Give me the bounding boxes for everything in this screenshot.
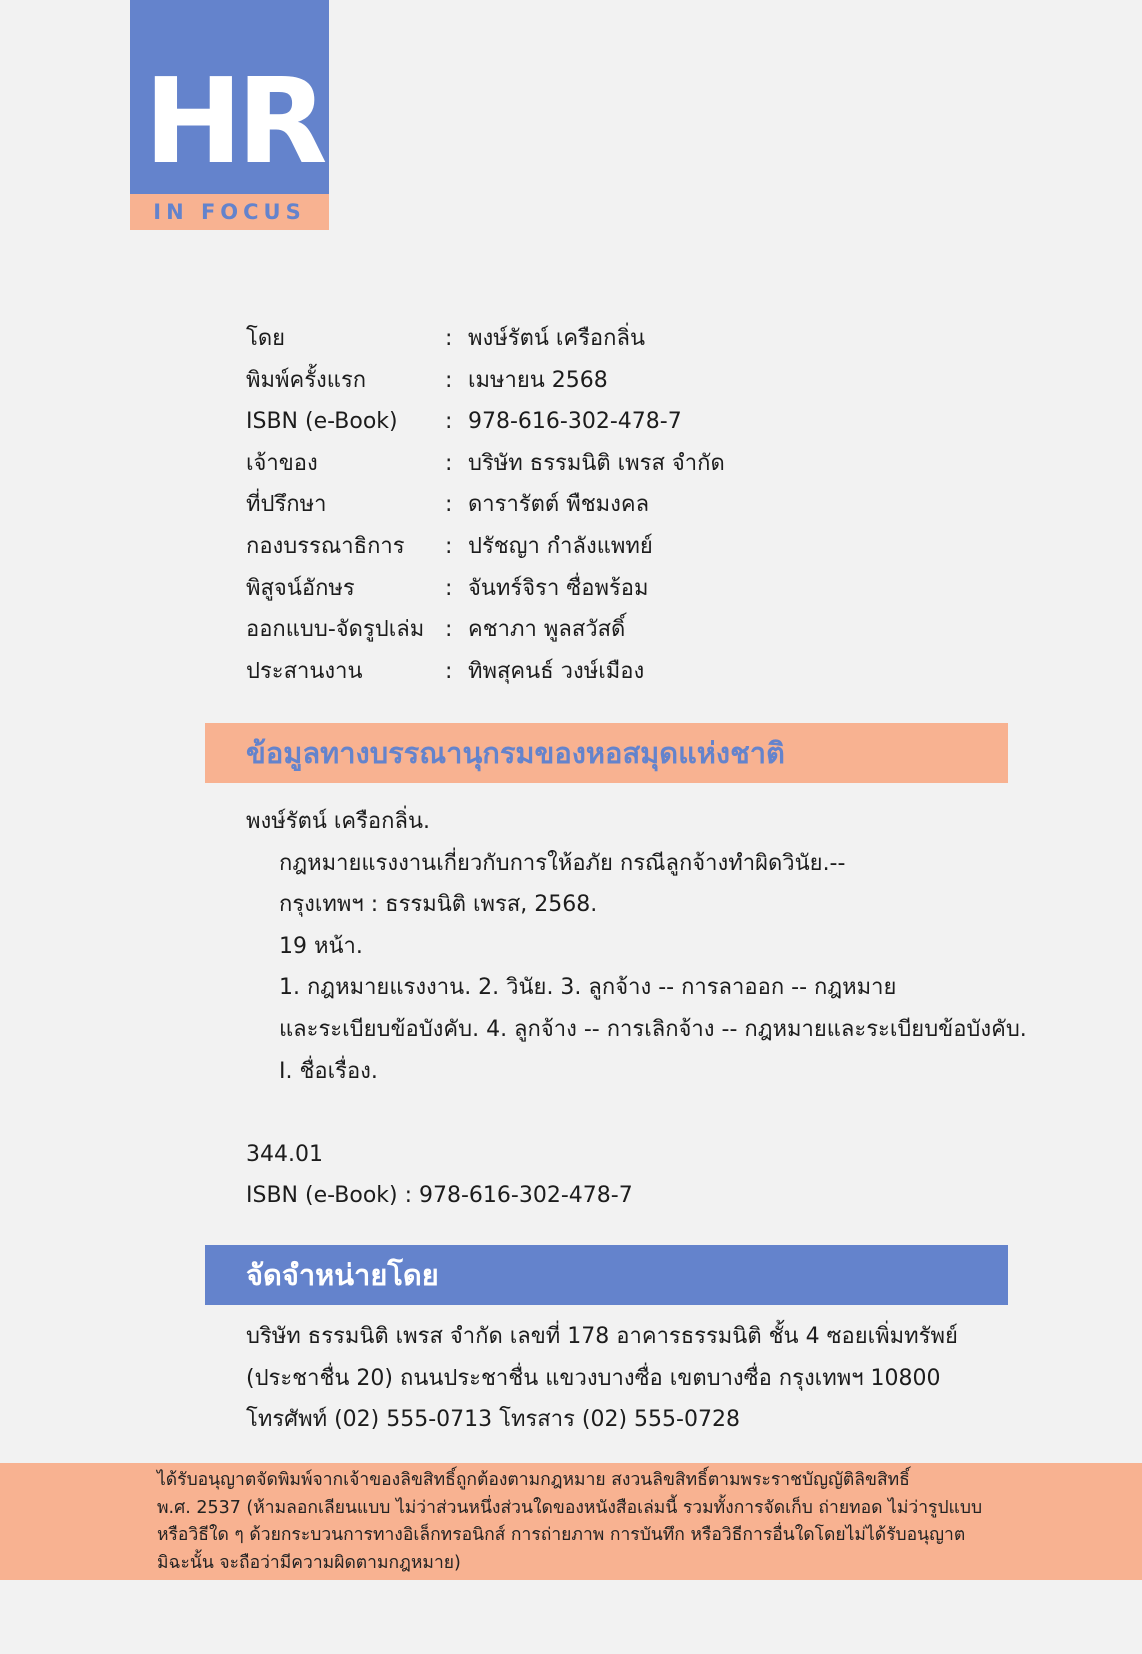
- credit-colon: :: [445, 658, 453, 684]
- credit-value: ปรัชญา กำลังแพทย์: [468, 533, 653, 559]
- credit-label: เจ้าของ: [246, 450, 318, 476]
- credit-value: บริษัท ธรรมนิติ เพรส จำกัด: [468, 450, 725, 476]
- credit-value: 978-616-302-478-7: [468, 409, 682, 435]
- copyright-line: ได้รับอนุญาตจัดพิมพ์จากเจ้าของลิขสิทธิ์ถูกต้องตามกฎหมาย สงวนลิขสิทธิ์ตามพระราชบัญญัติลิขสิทธิ์: [157, 1470, 910, 1490]
- credit-label: กองบรรณาธิการ: [246, 533, 405, 559]
- distribution-heading: จัดจำหน่ายโดย: [246, 1258, 439, 1292]
- distribution-address: [246, 1316, 958, 1441]
- catalog-author: พงษ์รัตน์ เครือกลิ่น.: [246, 809, 430, 834]
- catalog-line: I. ชื่อเรื่อง.: [279, 1058, 378, 1084]
- distribution-banner: [205, 1245, 1008, 1305]
- credit-value: ดารารัตต์ พืชมงคล: [468, 492, 650, 518]
- credit-colon: :: [445, 533, 453, 559]
- catalog-line: กรุงเทพฯ : ธรรมนิติ เพรส, 2568.: [279, 892, 598, 918]
- credit-label: ประสานงาน: [246, 658, 363, 684]
- credit-value: จันทร์จิรา ซื่อพร้อม: [468, 575, 649, 601]
- catalog-banner: [205, 723, 1008, 783]
- logo-blue-block: [130, 0, 329, 194]
- catalog-class-number: 344.01: [246, 1141, 323, 1167]
- logo-hr-text: HR: [144, 52, 322, 190]
- catalog-line: 19 หน้า.: [279, 933, 363, 959]
- copyright-notice: [0, 1463, 1142, 1580]
- credit-value: ทิพสุคนธ์ วงษ์เมือง: [468, 658, 645, 684]
- credit-colon: :: [445, 367, 453, 393]
- credit-label: พิสูจน์อักษร: [246, 575, 355, 601]
- credit-label: ที่ปรึกษา: [246, 492, 327, 518]
- credit-label: พิมพ์ครั้งแรก: [246, 367, 367, 393]
- credit-label: ISBN (e-Book): [246, 409, 398, 435]
- credit-colon: :: [445, 492, 453, 518]
- credit-colon: :: [445, 575, 453, 601]
- hr-in-focus-logo: [130, 0, 329, 230]
- copyright-text: [157, 1467, 982, 1577]
- distribution-line: (ประชาชื่น 20) ถนนประชาชื่น แขวงบางซื่อ เขตบางซื่อ กรุงเทพฯ 10800: [246, 1365, 941, 1391]
- copyright-line: มิฉะนั้น จะถือว่ามีความผิดตามกฎหมาย): [157, 1552, 461, 1573]
- catalog-line: 1. กฎหมายแรงงาน. 2. วินัย. 3. ลูกจ้าง -- การลาออก -- กฎหมาย: [279, 975, 897, 1001]
- copyright-line: พ.ศ. 2537 (ห้ามลอกเลียนแบบ ไม่ว่าส่วนหนึ่งส่วนใดของหนังสือเล่มนี้ รวมทั้งการจัดเก็บ ถ่ายทอด ไม่ว่ารูปแบบ: [157, 1497, 983, 1518]
- credit-colon: :: [445, 409, 453, 435]
- distribution-phone: โทรศัพท์ (02) 555-0713 โทรสาร (02) 555-0728: [246, 1407, 740, 1433]
- catalog-spacer: [246, 1092, 1027, 1134]
- credit-colon: :: [445, 450, 453, 476]
- catalog-record: [246, 801, 1027, 1217]
- copyright-line: หรือวิธีใด ๆ ด้วยกระบวนการทางอิเล็กทรอนิกส์ การถ่ายภาพ การบันทึก หรือวิธีการอื่นใดโดยไม่ได้รับอนุญาต: [157, 1525, 966, 1545]
- catalog-heading: ข้อมูลทางบรรณานุกรมของหอสมุดแห่งชาติ: [246, 736, 785, 770]
- credit-colon: :: [445, 326, 453, 351]
- credit-value: เมษายน 2568: [468, 367, 608, 393]
- distribution-line: บริษัท ธรรมนิติ เพรส จำกัด เลขที่ 178 อาคารธรรมนิติ ชั้น 4 ซอยเพิ่มทรัพย์: [246, 1324, 958, 1349]
- credit-value: พงษ์รัตน์ เครือกลิ่น: [468, 326, 645, 351]
- logo-orange-strip: [130, 194, 329, 230]
- catalog-line: กฎหมายแรงงานเกี่ยวกับการให้อภัย กรณีลูกจ้างทำผิดวินัย.--: [279, 850, 846, 876]
- logo-sub-text: IN FOCUS: [153, 200, 306, 224]
- credit-label: ออกแบบ-จัดรูปเล่ม: [246, 617, 425, 643]
- catalog-isbn: ISBN (e-Book) : 978-616-302-478-7: [246, 1183, 633, 1209]
- credit-label: โดย: [246, 326, 285, 351]
- catalog-line: และระเบียบข้อบังคับ. 4. ลูกจ้าง -- การเลิกจ้าง -- กฎหมายและระเบียบข้อบังคับ.: [279, 1016, 1027, 1042]
- credit-colon: :: [445, 617, 453, 643]
- credit-value: คชาภา พูลสวัสดิ์: [468, 617, 626, 643]
